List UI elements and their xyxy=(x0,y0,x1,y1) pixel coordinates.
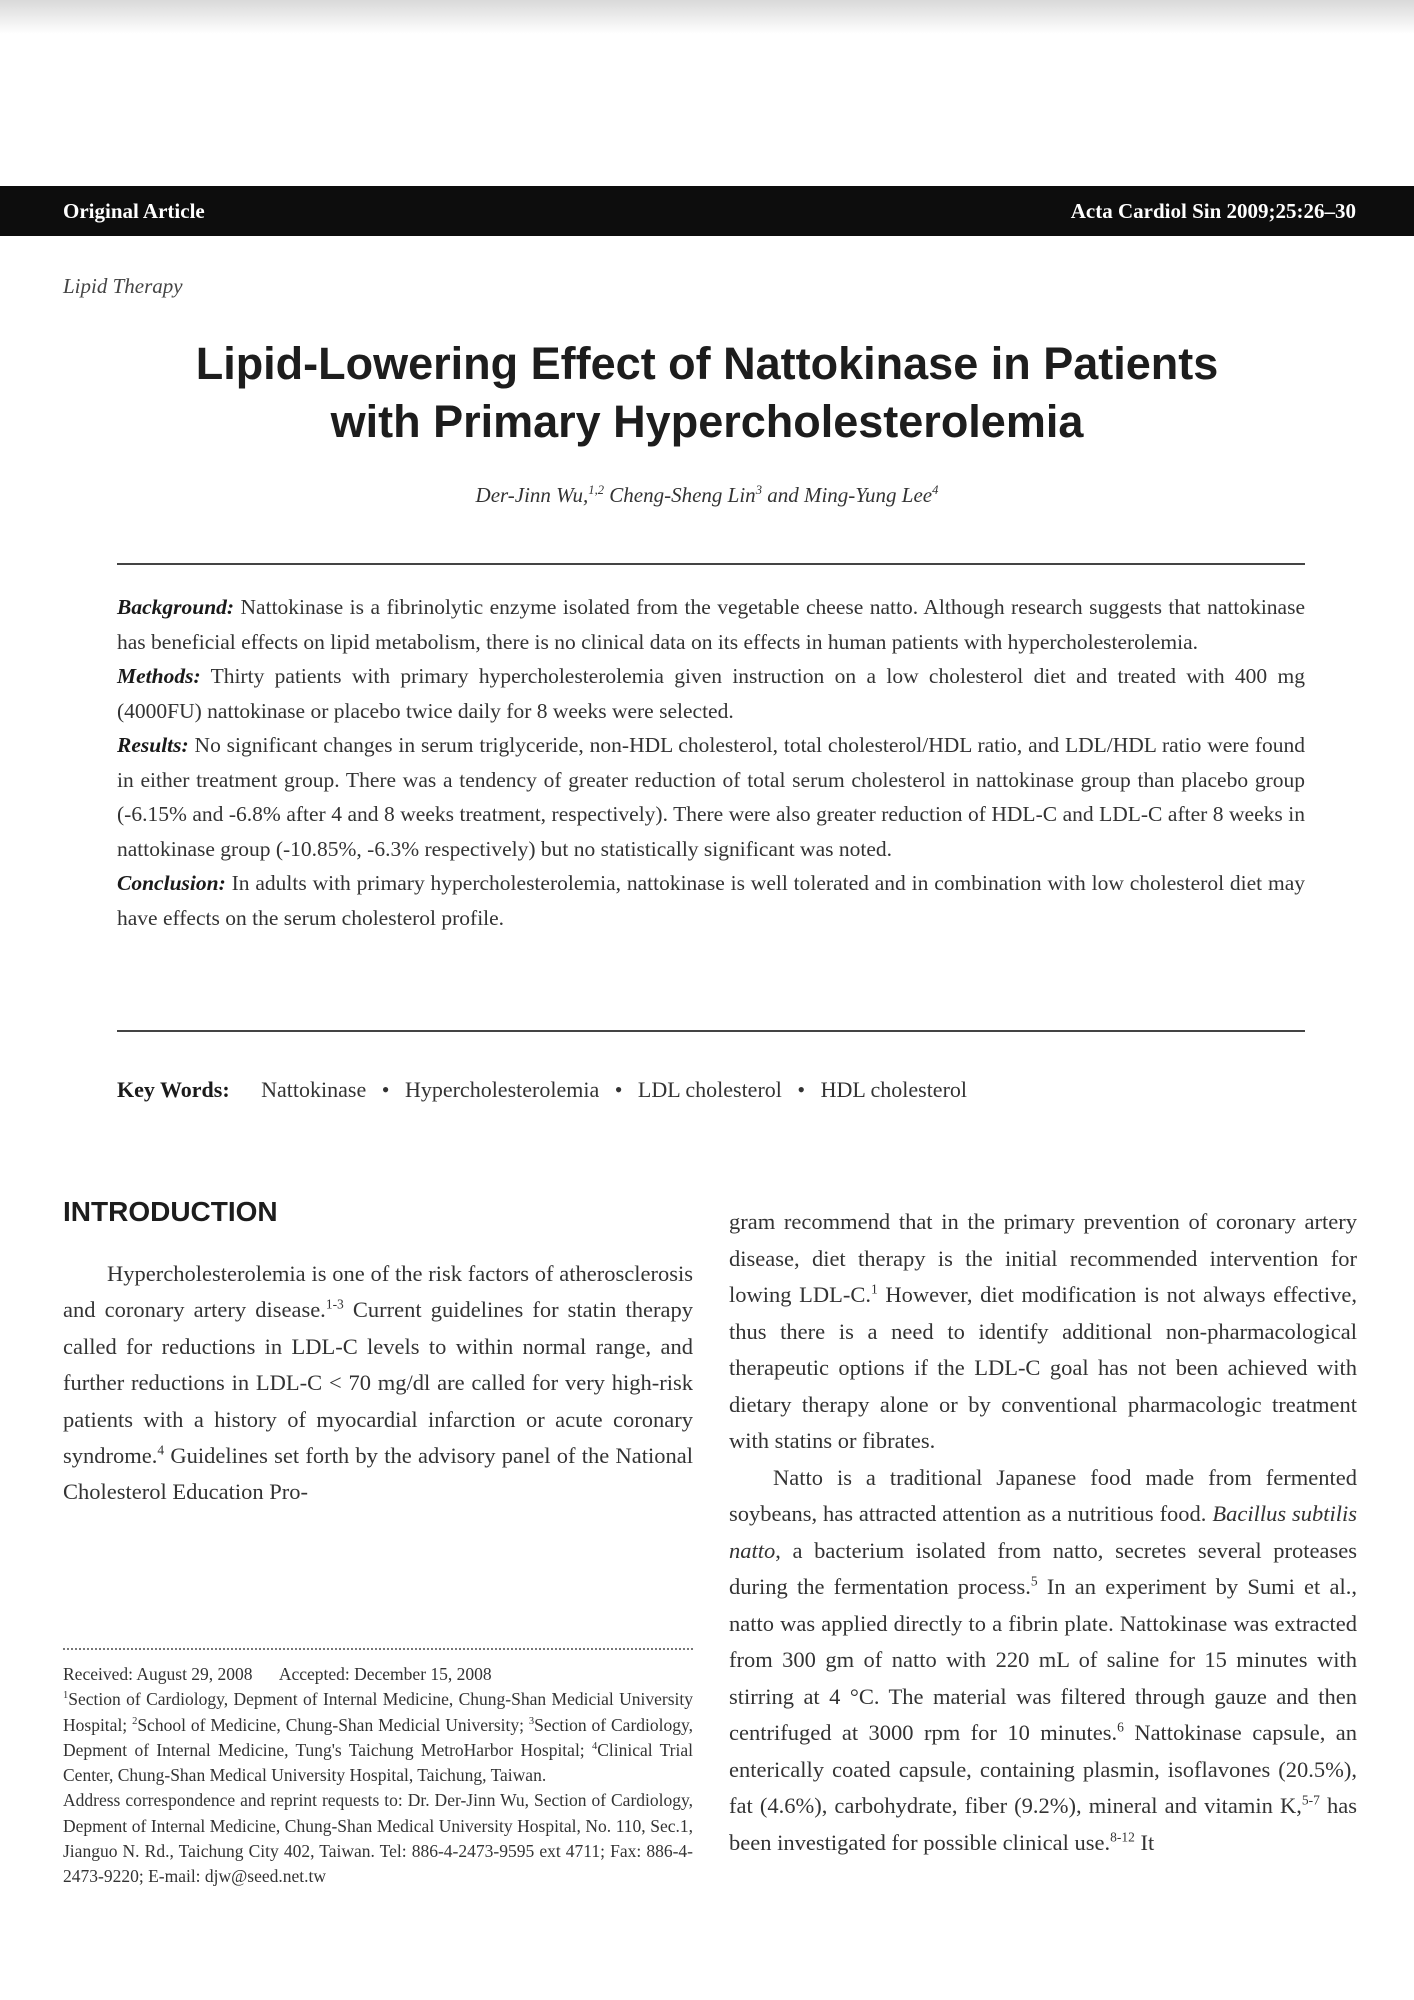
keyword-item: LDL cholesterol xyxy=(637,1077,782,1102)
keyword-separator: • xyxy=(797,1077,806,1102)
page-top-shadow xyxy=(0,0,1414,34)
species-name: Bacillus subtilis natto xyxy=(729,1501,1358,1563)
right-column xyxy=(729,1204,1357,1861)
affiliation-mark: 2 xyxy=(132,1715,138,1727)
paragraph-text: Current guidelines for statin therapy called for reductions in LDL-C levels to within normal range, and further reductions in LDL-C < 70 mg/dl are called for very high-risk patients with a history of myocardial infarction or acute coronary syndrome. xyxy=(63,1297,693,1469)
citation-ref: 5-7 xyxy=(1301,1792,1320,1808)
paragraph-text: However, diet modification is not always effective, thus there is a need to identify additional non-pharmacological therapeutic options if the LDL-C goal has not been achieved with dietary therapy alone or by conventional pharmacologic treatment with statins or fibrates. xyxy=(729,1282,1357,1453)
paragraph-text: In an experiment by Sumi et al., natto was applied directly to a fibrin plate. Nattokinase was extracted from 300 gm of natto with 220 mL of saline for 15 minutes with stirring at 4 °C. The material was filtered through gauze and then centrifuged at 3000 rpm for 10 minutes. xyxy=(729,1574,1357,1745)
article-title xyxy=(0,335,1414,451)
introduction-paragraph xyxy=(729,1460,1357,1862)
citation-ref: 5 xyxy=(1030,1573,1038,1589)
keywords-label: Key Words: xyxy=(117,1077,230,1102)
keyword-item: Hypercholesterolemia xyxy=(404,1077,600,1102)
left-column xyxy=(63,1196,693,1511)
abstract-results xyxy=(117,728,1305,866)
title-line-1: Lipid-Lowering Effect of Nattokinase in Patients xyxy=(195,338,1219,389)
introduction-heading: INTRODUCTION xyxy=(63,1196,278,1227)
abstract-conclusion xyxy=(117,866,1305,935)
introduction-paragraph xyxy=(63,1256,693,1511)
author-affiliation: 4 xyxy=(932,483,939,497)
keyword-item: HDL cholesterol xyxy=(820,1077,968,1102)
affiliation-mark: 1 xyxy=(63,1690,69,1702)
affiliation-text: Clinical Trial Center, Chung-Shan Medical University Hospital, Taichung, Taiwan. xyxy=(63,1739,693,1786)
keyword-separator: • xyxy=(614,1077,623,1102)
citation-ref: 1-3 xyxy=(325,1296,344,1312)
paragraph-text: , a bacterium isolated from natto, secretes several proteases during the fermentation process. xyxy=(729,1537,1357,1599)
abstract-methods xyxy=(117,659,1305,728)
abstract-background-label: Background: xyxy=(117,595,235,619)
affiliation-text: Section of Cardiology, Depment of Internal Medicine, Tung's Taichung MetroHarbor Hospital; xyxy=(63,1714,693,1760)
paragraph-text: Guidelines set forth by the advisory panel of the National Cholesterol Education Pro- xyxy=(63,1443,693,1505)
citation-ref: 6 xyxy=(1117,1719,1124,1735)
keyword-separator: • xyxy=(381,1077,390,1102)
paragraph-text: has been investigated for possible clinical use. xyxy=(729,1793,1357,1855)
abstract-background-text: Nattokinase is a fibrinolytic enzyme isolated from the vegetable cheese natto. Although research suggests that nattokinase has beneficial effects on lipid metabolism, there is no clinical data on its effects in human patients with hypercholesterolemia. xyxy=(117,595,1305,654)
affiliation-text: Section of Cardiology, Depment of Internal Medicine, Chung-Shan Medicial University Hospital; xyxy=(63,1689,693,1735)
abstract-top-rule xyxy=(117,563,1305,565)
affiliation-text: School of Medicine, Chung-Shan Medicial University; xyxy=(137,1714,529,1735)
paragraph-text: gram recommend that in the primary prevention of coronary artery disease, diet therapy is the initial recommended intervention for lowing LDL-C. xyxy=(729,1209,1357,1307)
paragraph-text: It xyxy=(1134,1829,1155,1855)
keywords xyxy=(117,1077,1305,1103)
paragraph-text: Nattokinase capsule, an enterically coated capsule, containing plasmin, isoflavones (20.5%), fat (4.6%), carbohydrate, fiber (9.2%), mineral and vitamin K, xyxy=(729,1720,1357,1818)
abstract-results-label: Results: xyxy=(117,733,189,757)
abstract-conclusion-label: Conclusion: xyxy=(117,871,226,895)
abstract-bottom-rule xyxy=(117,1030,1305,1032)
author-list xyxy=(0,483,1414,508)
author-name: and Ming-Yung Lee xyxy=(761,483,933,507)
affiliation-mark: 4 xyxy=(591,1741,598,1753)
section-label: Lipid Therapy xyxy=(63,274,183,298)
journal-citation: Acta Cardiol Sin 2009;25:26–30 xyxy=(1070,199,1356,223)
abstract-conclusion-text: In adults with primary hypercholesterolemia, nattokinase is well tolerated and in combination with low cholesterol diet may have effects on the serum cholesterol profile. xyxy=(117,871,1306,930)
abstract-results-text: No significant changes in serum triglyceride, non-HDL cholesterol, total cholesterol/HDL ratio, and LDL/HDL ratio were found in either treatment group. There was a tendency of greater reduction of total serum cholesterol in nattokinase group than placebo group (-6.15% and -6.8% after 4 and 8 weeks treatment, respectively). There were also greater reduction of HDL-C and LDL-C after 8 weeks in nattokinase group (-10.85%, -6.3% respectively) but no statistically significant was noted. xyxy=(117,733,1306,861)
author-name: Cheng-Sheng Lin xyxy=(604,483,756,507)
introduction-paragraph xyxy=(729,1204,1357,1460)
abstract-methods-text: Thirty patients with primary hypercholesterolemia given instruction on a low cholesterol diet and treated with 400 mg (4000FU) nattokinase or placebo twice daily for 8 weeks were selected. xyxy=(117,664,1305,723)
author-name: Der-Jinn Wu, xyxy=(475,483,589,507)
author-affiliation: 3 xyxy=(755,483,762,497)
journal-header-bar xyxy=(0,186,1414,236)
received-accepted-dates xyxy=(63,1662,693,1687)
paragraph-text: Natto is a traditional Japanese food made from fermented soybeans, has attracted attention as a nutritious food. xyxy=(729,1464,1357,1526)
abstract xyxy=(117,590,1305,935)
citation-ref: 4 xyxy=(157,1442,165,1458)
abstract-methods-label: Methods: xyxy=(117,664,201,688)
title-line-2: with Primary Hypercholesterolemia xyxy=(330,396,1084,447)
keyword-item: Nattokinase xyxy=(261,1077,367,1102)
footnotes xyxy=(63,1662,693,1890)
abstract-background xyxy=(117,590,1305,659)
citation-ref: 1 xyxy=(870,1281,878,1297)
correspondence-address: Address correspondence and reprint requests to: Dr. Der-Jinn Wu, Section of Cardiology, Depment of Internal Medicine, Chung-Shan Medical University Hospital, No. 110, Sec.1, Jianguo N. Rd., Taichung City 402, Taiwan. Tel: 886-4-2473-9595 ext 4711; Fax: 886-4-2473-9220; E-mail: djw@seed.net.tw xyxy=(63,1790,693,1887)
paragraph-text: Hypercholesterolemia is one of the risk factors of atherosclerosis and coronary artery disease. xyxy=(63,1261,693,1323)
citation-ref: 8-12 xyxy=(1110,1829,1135,1844)
affiliation-mark: 3 xyxy=(528,1715,535,1727)
received-date: Received: August 29, 2008 xyxy=(63,1664,253,1684)
affiliations xyxy=(63,1687,693,1788)
accepted-date: Accepted: December 15, 2008 xyxy=(278,1664,492,1684)
author-affiliation: 1,2 xyxy=(588,483,605,497)
article-type-label: Original Article xyxy=(63,199,205,223)
footnote-divider xyxy=(63,1648,693,1650)
